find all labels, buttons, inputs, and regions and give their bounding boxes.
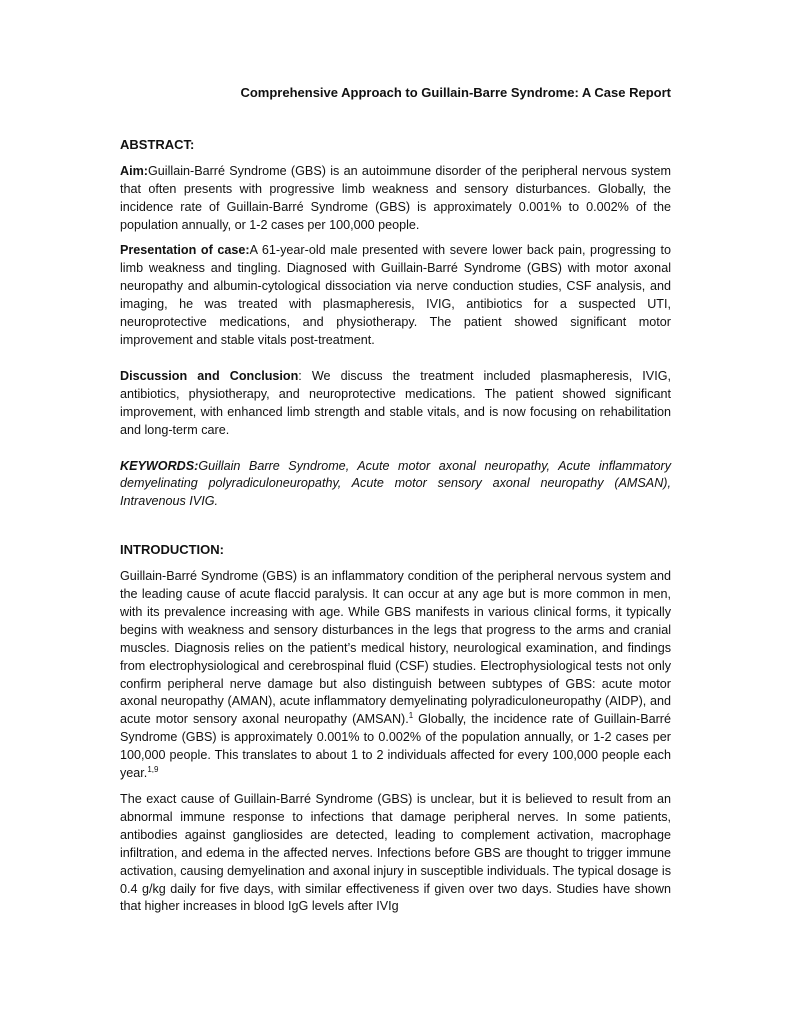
keywords-label: KEYWORDS: — [120, 458, 199, 473]
keywords-text: Guillain Barre Syndrome, Acute motor axonal neuropathy, Acute inflammatory demyelinating polyradiculoneuropathy, Acute motor sensory axonal neuropathy (AMSAN), Intravenous IVIG. — [120, 458, 671, 509]
keywords-paragraph — [120, 458, 671, 512]
aim-text: Guillain-Barré Syndrome (GBS) is an autoimmune disorder of the peripheral nervous system that often presents with progressive limb weakness and sensory disturbances. Globally, the incidence rate of Guillain-Barré Syndrome (GBS) is approximately 0.001% to 0.002% of the population annually, or 1-2 cases per 100,000 people. — [120, 163, 671, 232]
intro-paragraph-1 — [120, 568, 671, 783]
paper-title: Comprehensive Approach to Guillain-Barre Syndrome: A Case Report — [240, 85, 671, 100]
discussion-paragraph — [120, 368, 671, 440]
citation-ref: 1,9 — [147, 765, 159, 775]
presentation-label: Presentation of case: — [120, 243, 250, 258]
aim-paragraph — [120, 163, 671, 235]
abstract-heading: ABSTRACT: — [120, 136, 195, 152]
intro-p1-text-a: Guillain-Barré Syndrome (GBS) is an inflammatory condition of the peripheral nervous system and the leading cause of acute flaccid paralysis. It can occur at any age but is more common in men, with its prevalence increasing with age. While GBS manifests in various clinical forms, it typically begins with weakness and sensory disturbances in the legs that progress to the arms and cranial muscles. Diagnosis relies on the patient’s medical history, neurological examination, and findings from electrophysiological and cerebrospinal fluid (CSF) studies. Electrophysiological tests not only confirm peripheral nerve damage but also distinguish between subtypes of GBS: acute motor axonal neuropathy (AMAN), acute inflammatory demyelinating polyradiculoneuropathy (AIDP), and acute motor sensory axonal neuropathy (AMSAN). — [120, 569, 671, 727]
document-page — [120, 84, 671, 916]
intro-paragraph-2: The exact cause of Guillain-Barré Syndrome (GBS) is unclear, but it is believed to result from an abnormal immune response to infections that damage peripheral nerves. In some patients, antibodies against gangliosides are detected, leading to complement activation, macrophage infiltration, and edema in the affected nerves. Infections before GBS are thought to trigger immune activation, causing demyelination and axonal injury in susceptible individuals. The typical dosage is 0.4 g/kg daily for five days, with similar effectiveness if given over two days. Studies have shown that higher increases in blood IgG levels after IVIg — [120, 792, 671, 914]
discussion-label: Discussion and Conclusion — [120, 368, 299, 383]
intro-p1-text-b: Globally, the incidence rate of Guillain-Barré Syndrome (GBS) is approximately 0.001% to 0.002% of the population annually, or 1-2 cases per 100,000 people. This translates to about 1 to 2 individuals affected for every 100,000 people each year. — [120, 712, 671, 781]
presentation-paragraph — [120, 242, 671, 349]
citation-ref: 1 — [408, 711, 414, 721]
presentation-text: A 61-year-old male presented with severe lower back pain, progressing to limb weakness and tingling. Diagnosed with Guillain-Barré Syndrome (GBS) with motor axonal neuropathy and albumin-cytological dissociation via nerve conduction studies, CSF analysis, and imaging, he was treated with plasmapheresis, IVIG, antibiotics for a suspected UTI, neuroprotective medications, and physiotherapy. The patient showed significant motor improvement and stable vitals post-treatment. — [120, 243, 671, 347]
introduction-heading: INTRODUCTION: — [120, 542, 224, 558]
discussion-text: : We discuss the treatment included plasmapheresis, IVIG, antibiotics, physiotherapy, and neuroprotective medications. The patient showed significant improvement, with enhanced limb strength and stable vitals, and is now focusing on rehabilitation and long-term care. — [120, 368, 671, 437]
aim-label: Aim: — [120, 163, 148, 178]
